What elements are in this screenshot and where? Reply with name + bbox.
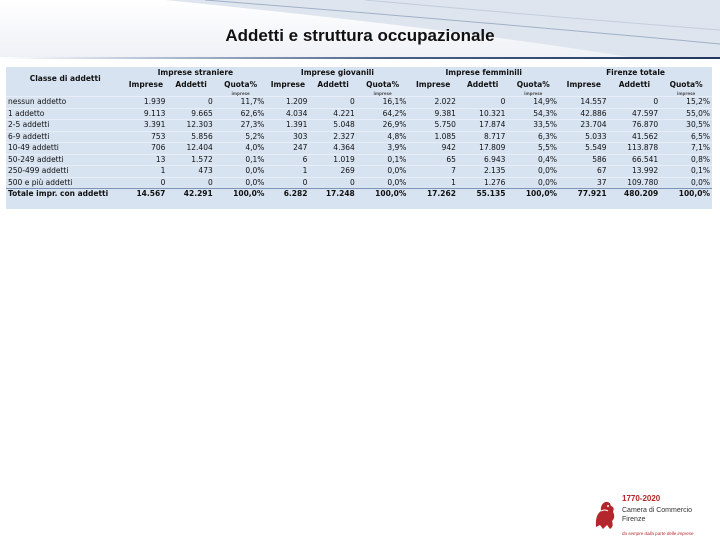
logo-name (622, 507, 692, 524)
subheader-cell: Quota% (224, 80, 258, 89)
table-cell: 17.809 (458, 143, 508, 155)
table-cell: 0 (458, 97, 508, 109)
subheader-cell: Imprese (566, 80, 601, 89)
table-cell: 8.717 (458, 131, 508, 143)
table-cell: 12.404 (167, 143, 214, 155)
table-row (6, 120, 712, 132)
table-cell: 100,0% (215, 189, 267, 200)
table-cell: 0 (609, 97, 661, 109)
table-cell: 5.033 (559, 131, 609, 143)
table-cell: 4.221 (309, 108, 356, 120)
table-cell: 12.303 (167, 120, 214, 132)
row-label: 250-499 addetti (6, 166, 124, 178)
subheader-cell: Imprese (128, 80, 164, 89)
table-cell: 5.549 (559, 143, 609, 155)
table-cell: 16,1% (357, 97, 409, 109)
page-title: Addetti e struttura occupazionale (225, 26, 495, 45)
table-cell: 0 (167, 177, 214, 189)
table-cell: 14,9% (507, 97, 559, 109)
table-cell: 14.567 (124, 189, 167, 200)
group-header-total: Firenze totale (606, 68, 665, 77)
table-cell: 0,0% (660, 177, 712, 189)
table-row (6, 131, 712, 143)
subheader-cell: Imprese (416, 80, 451, 89)
table-cell: 62,6% (215, 108, 267, 120)
subheader-cell: Addetti (175, 80, 207, 89)
row-label: 500 e più addetti (6, 177, 124, 189)
table-cell: 37 (559, 177, 609, 189)
table-cell: 30,5% (660, 120, 712, 132)
table-cell: 10.321 (458, 108, 508, 120)
row-label: 2-5 addetti (6, 120, 124, 132)
table-cell: 0,1% (215, 154, 267, 166)
group-header-female: Imprese femminili (445, 68, 522, 77)
table-cell: 0,1% (357, 154, 409, 166)
quota-note: imprese (373, 91, 392, 96)
row-label: nessun addetto (6, 97, 124, 109)
class-column-header: Classe di addetti (29, 74, 101, 83)
table-cell: 303 (266, 131, 309, 143)
table-cell: 5.750 (408, 120, 458, 132)
data-table (6, 67, 712, 200)
table-cell: 3.391 (124, 120, 167, 132)
table-cell: 1 (266, 166, 309, 178)
row-label: 1 addetto (6, 108, 124, 120)
table-cell: 5.048 (309, 120, 356, 132)
logo-name-line2: Firenze (622, 515, 646, 523)
table-cell: 67 (559, 166, 609, 178)
table-cell: 0,0% (507, 166, 559, 178)
table-cell: 5,2% (215, 131, 267, 143)
table-cell: 5.856 (167, 131, 214, 143)
table-cell: 942 (408, 143, 458, 155)
table-cell: 7 (408, 166, 458, 178)
table-cell: 42.291 (167, 189, 214, 200)
table-row (6, 166, 712, 178)
table-cell: 0 (309, 177, 356, 189)
subheader-cell: Quota% (366, 80, 400, 89)
table-cell: 0 (124, 177, 167, 189)
table-cell: 0,0% (357, 166, 409, 178)
table-cell: 1.572 (167, 154, 214, 166)
table-cell: 23.704 (559, 120, 609, 132)
table-row (6, 177, 712, 189)
table-cell: 14.557 (559, 97, 609, 109)
row-label: 50-249 addetti (6, 154, 124, 166)
table-cell: 6,5% (660, 131, 712, 143)
table-cell: 473 (167, 166, 214, 178)
table-cell: 0 (309, 97, 356, 109)
table-cell: 17.874 (458, 120, 508, 132)
quota-note: imprese (231, 91, 250, 96)
table-cell: 13 (124, 154, 167, 166)
table-cell: 55.135 (458, 189, 508, 200)
chamber-of-commerce-logo (592, 492, 716, 538)
table-cell: 1.209 (266, 97, 309, 109)
table-cell: 1 (408, 177, 458, 189)
data-table-container (6, 67, 712, 209)
table-cell: 0,0% (357, 177, 409, 189)
table-cell: 247 (266, 143, 309, 155)
table-cell: 0,1% (660, 166, 712, 178)
table-cell: 0,0% (507, 177, 559, 189)
table-cell: 65 (408, 154, 458, 166)
logo-years: 1770-2020 (622, 494, 661, 503)
subheader-cell: Quota% (516, 80, 550, 89)
table-cell: 2.135 (458, 166, 508, 178)
table-cell: 0,4% (507, 154, 559, 166)
table-cell: 269 (309, 166, 356, 178)
table-cell: 586 (559, 154, 609, 166)
table-cell: 66.541 (609, 154, 661, 166)
table-cell: 17.248 (309, 189, 356, 200)
logo-tagline: da sempre dalla parte delle imprese (622, 531, 694, 536)
lion-emblem-icon (592, 497, 618, 533)
table-cell: 42.886 (559, 108, 609, 120)
table-cell: 100,0% (357, 189, 409, 200)
row-label: 10-49 addetti (6, 143, 124, 155)
table-cell: 0,8% (660, 154, 712, 166)
table-cell: 0,0% (215, 177, 267, 189)
subheader-cell: Addetti (317, 80, 349, 89)
quota-note: imprese (677, 91, 696, 96)
table-cell: 109.780 (609, 177, 661, 189)
table-row (6, 154, 712, 166)
table-cell: 1 (124, 166, 167, 178)
subheader-cell: Imprese (270, 80, 306, 89)
table-cell: 100,0% (507, 189, 559, 200)
table-cell: 6.943 (458, 154, 508, 166)
table-row (6, 143, 712, 155)
table-cell: 27,3% (215, 120, 267, 132)
group-header-young: Imprese giovanili (300, 68, 374, 77)
subheader-cell: Quota% (669, 80, 703, 89)
table-cell: 1.276 (458, 177, 508, 189)
table-cell: 17.262 (408, 189, 458, 200)
table-cell: 100,0% (660, 189, 712, 200)
table-cell: 33,5% (507, 120, 559, 132)
table-cell: 0 (167, 97, 214, 109)
table-cell: 26,9% (357, 120, 409, 132)
table-cell: 753 (124, 131, 167, 143)
table-cell: 4,0% (215, 143, 267, 155)
group-header-foreign: Imprese straniere (157, 68, 234, 77)
table-cell: 13.992 (609, 166, 661, 178)
table-cell: 706 (124, 143, 167, 155)
table-cell: 1.085 (408, 131, 458, 143)
table-body (6, 97, 712, 200)
row-label: Totale impr. con addetti (6, 189, 124, 200)
table-cell: 113.878 (609, 143, 661, 155)
table-cell: 55,0% (660, 108, 712, 120)
table-cell: 64,2% (357, 108, 409, 120)
table-cell: 6 (266, 154, 309, 166)
table-cell: 54,3% (507, 108, 559, 120)
subheader-cell: Addetti (466, 80, 499, 89)
table-cell: 2.327 (309, 131, 356, 143)
table-cell: 9.381 (408, 108, 458, 120)
table-cell: 4,8% (357, 131, 409, 143)
table-cell: 7,1% (660, 143, 712, 155)
quota-note: imprese (524, 91, 543, 96)
table-cell: 1.939 (124, 97, 167, 109)
total-row (6, 189, 712, 200)
table-cell: 4.364 (309, 143, 356, 155)
table-cell: 41.562 (609, 131, 661, 143)
table-row (6, 108, 712, 120)
table-cell: 9.665 (167, 108, 214, 120)
table-cell: 6,3% (507, 131, 559, 143)
table-cell: 3,9% (357, 143, 409, 155)
table-cell: 11,7% (215, 97, 267, 109)
table-cell: 0,0% (215, 166, 267, 178)
table-cell: 15,2% (660, 97, 712, 109)
table-cell: 5,5% (507, 143, 559, 155)
table-cell: 9.113 (124, 108, 167, 120)
table-cell: 480.209 (609, 189, 661, 200)
table-cell: 1.391 (266, 120, 309, 132)
row-label: 6-9 addetti (6, 131, 124, 143)
logo-name-line1: Camera di Commercio (622, 507, 693, 514)
table-cell: 2.022 (408, 97, 458, 109)
table-cell: 4.034 (266, 108, 309, 120)
table-row (6, 97, 712, 109)
table-cell: 0 (266, 177, 309, 189)
subheader-cell: Addetti (618, 80, 651, 89)
table-cell: 77.921 (559, 189, 609, 200)
table-cell: 1.019 (309, 154, 356, 166)
table-cell: 47.597 (609, 108, 661, 120)
table-cell: 76.870 (609, 120, 661, 132)
header-rule (0, 57, 720, 59)
table-cell: 6.282 (266, 189, 309, 200)
